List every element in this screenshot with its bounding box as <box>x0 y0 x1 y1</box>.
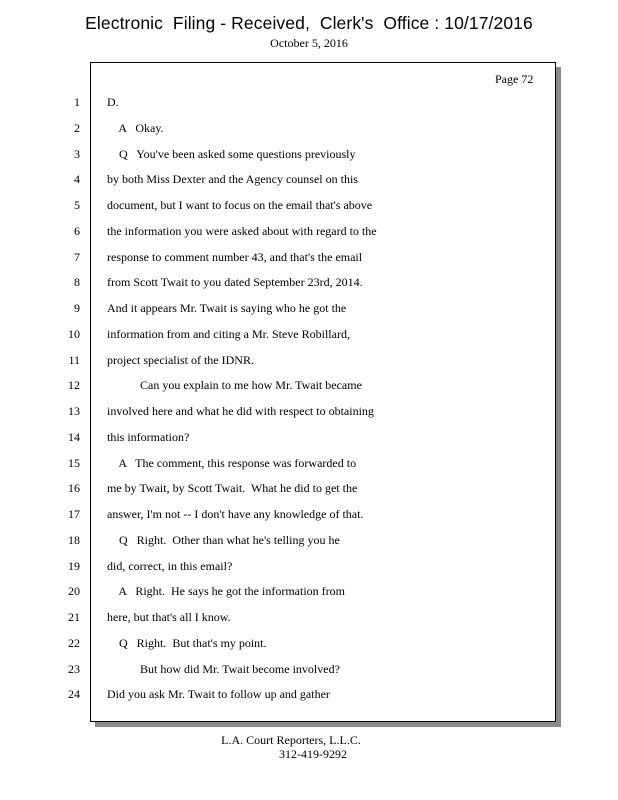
transcript-line: me by Twait, by Scott Twait. What he did to get the <box>107 481 358 495</box>
line-number: 14 <box>68 430 80 444</box>
line-number: 22 <box>68 636 80 650</box>
transcript-line: Q Right. Other than what he's telling you he <box>107 533 340 547</box>
line-number: 23 <box>68 662 80 676</box>
transcript-line: Q You've been asked some questions previously <box>107 147 356 161</box>
line-number: 12 <box>68 378 80 392</box>
line-number: 6 <box>74 224 80 238</box>
transcript-line: A The comment, this response was forwarded to <box>107 456 357 470</box>
transcript-line: information from and citing a Mr. Steve Robillard, <box>107 327 350 341</box>
transcript-line: But how did Mr. Twait become involved? <box>107 662 340 676</box>
deposition-date: October 5, 2016 <box>270 36 348 50</box>
transcript-line: response to comment number 43, and that's the email <box>107 250 363 264</box>
line-number: 24 <box>68 687 80 701</box>
transcript-line: A Okay. <box>107 121 164 135</box>
line-number: 9 <box>74 301 80 315</box>
line-number: 18 <box>68 533 80 547</box>
transcript-line: did, correct, in this email? <box>107 559 233 573</box>
transcript-line: the information you were asked about with regard to the <box>107 224 377 238</box>
transcript-line: from Scott Twait to you dated September 23rd, 2014. <box>107 275 363 289</box>
line-number: 16 <box>68 481 80 495</box>
transcript-line: And it appears Mr. Twait is saying who he got the <box>107 301 347 315</box>
line-number: 13 <box>68 404 80 418</box>
line-number: 7 <box>74 250 80 264</box>
transcript-line: Q Right. But that's my point. <box>107 636 267 650</box>
reporter-company: L.A. Court Reporters, L.L.C. <box>221 733 361 747</box>
line-number: 15 <box>68 456 80 470</box>
filing-stamp: Electronic Filing - Received, Clerk's Office : 10/17/2016 <box>85 13 533 33</box>
line-number: 3 <box>74 147 80 161</box>
transcript-line: here, but that's all I know. <box>107 610 231 624</box>
transcript-line: this information? <box>107 430 190 444</box>
line-number: 17 <box>68 507 80 521</box>
transcript-line: involved here and what he did with respect to obtaining <box>107 404 374 418</box>
line-number: 2 <box>74 121 80 135</box>
transcript-line: answer, I'm not -- I don't have any knowledge of that. <box>107 507 364 521</box>
line-number: 5 <box>74 198 80 212</box>
line-number: 21 <box>68 610 80 624</box>
line-number: 11 <box>68 353 80 367</box>
line-number: 10 <box>68 327 80 341</box>
transcript-line: D. <box>107 95 119 109</box>
line-number: 19 <box>68 559 80 573</box>
line-number: 4 <box>74 172 80 186</box>
transcript-line: project specialist of the IDNR. <box>107 353 254 367</box>
line-number: 20 <box>68 584 80 598</box>
transcript-line: by both Miss Dexter and the Agency counsel on this <box>107 172 358 186</box>
page-number: Page 72 <box>495 72 534 86</box>
line-number: 1 <box>74 95 80 109</box>
reporter-phone: 312-419-9292 <box>279 747 347 761</box>
transcript-line: Can you explain to me how Mr. Twait became <box>107 378 362 392</box>
transcript-line: document, but I want to focus on the email that's above <box>107 198 373 212</box>
transcript-line: A Right. He says he got the information from <box>107 584 345 598</box>
transcript-line: Did you ask Mr. Twait to follow up and gather <box>107 687 330 701</box>
line-number: 8 <box>74 275 80 289</box>
